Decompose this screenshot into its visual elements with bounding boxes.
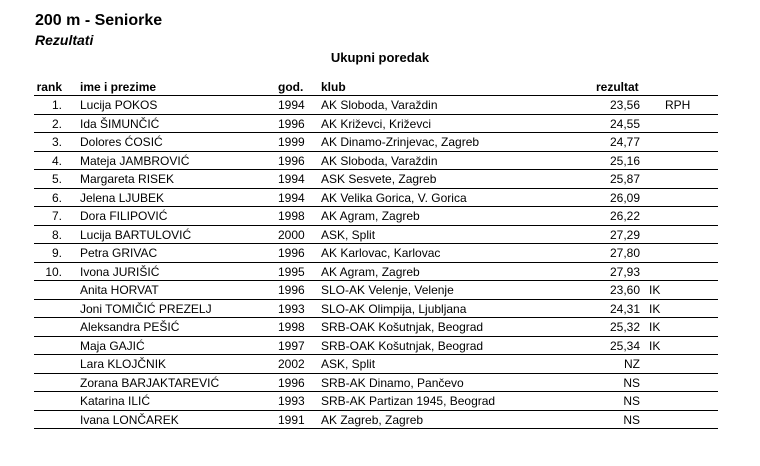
result-cell: 25,16 xyxy=(609,153,640,168)
year-cell: 1991 xyxy=(278,412,305,427)
year-cell: 1996 xyxy=(278,153,305,168)
year-cell: 1993 xyxy=(278,301,305,316)
name-cell: Lucija POKOS xyxy=(80,98,158,112)
result-cell: 25,32 xyxy=(609,320,640,334)
result-cell: NS xyxy=(623,375,640,390)
name-cell: Aleksandra PEŠIĆ xyxy=(80,320,180,334)
name-cell: Dora FILIPOVIĆ xyxy=(80,209,168,223)
club-cell: AK Agram, Zagreb xyxy=(321,209,420,223)
club-cell: ASK, Split xyxy=(321,227,376,242)
rank-cell: 7. xyxy=(51,209,62,223)
year-cell: 1997 xyxy=(278,338,305,353)
rank-cell: 6. xyxy=(51,190,62,205)
rank-cell: 2. xyxy=(51,116,62,131)
year-cell: 1994 xyxy=(278,172,305,186)
result-cell: 23,60 xyxy=(609,283,640,297)
table-row xyxy=(34,152,718,171)
club-cell: SLO-AK Velenje, Velenje xyxy=(321,283,454,297)
result-cell: 24,77 xyxy=(609,135,640,149)
year-cell: 1996 xyxy=(278,116,305,131)
year-cell: 1998 xyxy=(278,209,305,223)
note-cell: IK xyxy=(649,283,661,297)
club-cell: AK Križevci, Križevci xyxy=(321,116,432,131)
year-cell: 1996 xyxy=(278,246,305,260)
table-row xyxy=(34,374,718,393)
name-cell: Ivona JURIŠIĆ xyxy=(80,264,160,279)
table-row xyxy=(34,318,718,337)
rank-header: rank xyxy=(36,80,62,94)
rank-cell: 4. xyxy=(51,153,62,168)
result-cell: 23,56 xyxy=(609,98,640,112)
table-row xyxy=(34,263,718,282)
club-cell: SLO-AK Olimpija, Ljubljana xyxy=(321,301,467,316)
name-cell: Lara KLOJČNIK xyxy=(80,357,167,371)
result-cell: 26,22 xyxy=(609,209,640,223)
result-cell: NZ xyxy=(624,357,640,371)
result-cell: 24,55 xyxy=(609,116,640,131)
name-header: ime i prezime xyxy=(80,80,157,94)
year-cell: 1996 xyxy=(278,283,305,297)
note-cell: IK xyxy=(649,301,661,316)
club-cell: AK Zagreb, Zagreb xyxy=(321,412,424,427)
name-cell: Anita HORVAT xyxy=(80,283,159,297)
result-cell: NS xyxy=(623,394,640,408)
result-cell: NS xyxy=(623,412,640,427)
club-header: klub xyxy=(321,80,346,94)
name-cell: Dolores ĆOSIĆ xyxy=(80,135,163,149)
note-cell: RPH xyxy=(665,98,691,112)
year-header: god. xyxy=(278,80,304,94)
section-heading: Ukupni poredak xyxy=(330,50,430,65)
table-row xyxy=(34,115,718,134)
year-cell: 1993 xyxy=(278,394,305,408)
club-cell: AK Agram, Zagreb xyxy=(321,264,420,279)
club-cell: AK Sloboda, Varaždin xyxy=(321,153,438,168)
club-cell: ASK, Split xyxy=(321,357,376,371)
club-cell: AK Dinamo-Zrinjevac, Zagreb xyxy=(321,135,480,149)
name-cell: Zorana BARJAKTAREVIĆ xyxy=(80,375,220,390)
table-row xyxy=(34,133,718,152)
event-title: 200 m - Seniorke xyxy=(35,12,163,29)
table-row xyxy=(34,300,718,319)
result-cell: 27,93 xyxy=(609,264,640,279)
table-row xyxy=(34,226,718,245)
table-row xyxy=(34,355,718,374)
year-cell: 1994 xyxy=(278,190,305,205)
name-cell: Lucija BARTULOVIĆ xyxy=(80,227,192,242)
name-cell: Jelena LJUBEK xyxy=(80,190,165,205)
table-row xyxy=(34,96,718,115)
club-cell: SRB-OAK Košutnjak, Beograd xyxy=(321,338,484,353)
table-row xyxy=(34,392,718,411)
club-cell: AK Karlovac, Karlovac xyxy=(321,246,441,260)
table-header xyxy=(34,80,718,96)
year-cell: 2002 xyxy=(278,357,305,371)
rank-cell: 10. xyxy=(45,264,62,279)
rank-cell: 1. xyxy=(51,98,62,112)
result-cell: 27,29 xyxy=(609,227,640,242)
name-cell: Ida ŠIMUNČIĆ xyxy=(80,116,160,131)
name-cell: Katarina ILIĆ xyxy=(80,394,151,408)
table-row xyxy=(34,244,718,263)
name-cell: Joni TOMIČIĆ PREZELJ xyxy=(80,301,212,316)
club-cell: SRB-OAK Košutnjak, Beograd xyxy=(321,320,484,334)
result-cell: 27,80 xyxy=(609,246,640,260)
name-cell: Mateja JAMBROVIĆ xyxy=(80,153,190,168)
name-cell: Petra GRIVAC xyxy=(80,246,158,260)
rank-cell: 5. xyxy=(51,172,62,186)
table-row xyxy=(34,207,718,226)
results-subtitle: Rezultati xyxy=(35,32,94,48)
club-cell: AK Velika Gorica, V. Gorica xyxy=(321,190,467,205)
results-table xyxy=(34,80,718,429)
rank-cell: 9. xyxy=(51,246,62,260)
table-body xyxy=(34,96,718,429)
table-row xyxy=(34,411,718,430)
result-cell: 26,09 xyxy=(609,190,640,205)
year-cell: 1999 xyxy=(278,135,305,149)
club-cell: ASK Sesvete, Zagreb xyxy=(321,172,437,186)
note-cell: IK xyxy=(649,338,661,353)
result-cell: 24,31 xyxy=(609,301,640,316)
club-cell: AK Sloboda, Varaždin xyxy=(321,98,438,112)
note-cell: IK xyxy=(649,320,661,334)
table-row xyxy=(34,337,718,356)
club-cell: SRB-AK Dinamo, Pančevo xyxy=(321,375,464,390)
name-cell: Maja GAJIĆ xyxy=(80,338,145,353)
year-cell: 1998 xyxy=(278,320,305,334)
year-cell: 1994 xyxy=(278,98,305,112)
year-cell: 1995 xyxy=(278,264,305,279)
name-cell: Margareta RISEK xyxy=(80,172,175,186)
result-header: rezultat xyxy=(596,80,639,94)
rank-cell: 8. xyxy=(51,227,62,242)
year-cell: 1996 xyxy=(278,375,305,390)
year-cell: 2000 xyxy=(278,227,305,242)
table-row xyxy=(34,281,718,300)
result-cell: 25,87 xyxy=(609,172,640,186)
result-cell: 25,34 xyxy=(609,338,640,353)
table-row xyxy=(34,189,718,208)
name-cell: Ivana LONČAREK xyxy=(80,412,179,427)
table-row xyxy=(34,170,718,189)
club-cell: SRB-AK Partizan 1945, Beograd xyxy=(321,394,496,408)
rank-cell: 3. xyxy=(51,135,62,149)
